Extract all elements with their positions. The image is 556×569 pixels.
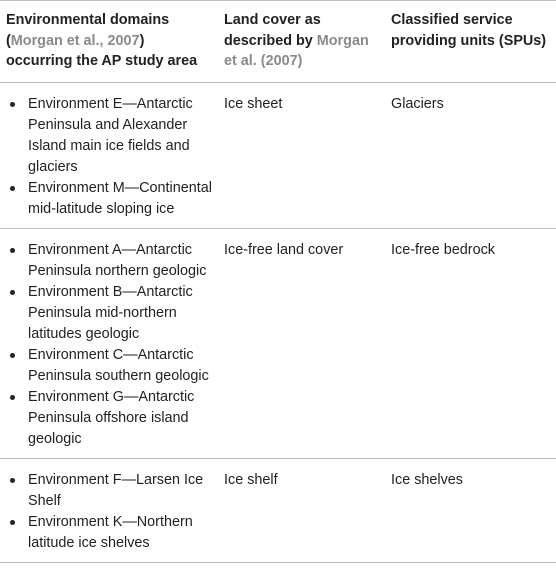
land-cover-cell: Ice shelf <box>218 458 385 562</box>
environments-cell <box>0 82 218 228</box>
spu-cell: Ice shelves <box>385 458 556 562</box>
environment-item: Environment C—Antarctic Peninsula southern geologic <box>6 345 214 387</box>
spu-cell: Ice-free bedrock <box>385 228 556 458</box>
header-row <box>0 1 556 83</box>
citation-link[interactable]: Morgan et al., 2007 <box>10 32 140 49</box>
land-cover-cell: Ice sheet <box>218 82 385 228</box>
environment-list <box>6 94 214 220</box>
header-spus <box>385 1 556 83</box>
spu-cell: Glaciers <box>385 82 556 228</box>
table-row <box>0 228 556 458</box>
header-text: Environmental domains ( <box>6 12 170 49</box>
environment-item: Environment K—Northern latitude ice shelves <box>6 512 214 554</box>
environment-list <box>6 470 214 554</box>
environments-cell <box>0 228 218 458</box>
table-header <box>0 1 556 83</box>
environment-item: Environment E—Antarctic Peninsula and Alexander Island main ice fields and glaciers <box>6 94 214 178</box>
land-cover-cell: Ice-free land cover <box>218 228 385 458</box>
environment-item: Environment A—Antarctic Peninsula northern geologic <box>6 240 214 282</box>
environment-item: Environment M—Continental mid-latitude sloping ice <box>6 178 214 220</box>
header-text: ) occurring the AP study area <box>6 32 198 69</box>
header-land-cover <box>218 1 385 83</box>
header-environmental-domains <box>0 1 218 83</box>
environments-cell <box>0 458 218 562</box>
table-body <box>0 82 556 562</box>
table-row <box>0 82 556 228</box>
environment-item: Environment G—Antarctic Peninsula offshore island geologic <box>6 387 214 450</box>
citation-link[interactable]: Morgan et al. (2007) <box>224 32 369 69</box>
header-text: Land cover as described by <box>224 12 321 49</box>
environment-list <box>6 240 214 450</box>
environment-item: Environment B—Antarctic Peninsula mid-northern latitudes geologic <box>6 282 214 345</box>
header-text: Classified service providing units (SPUs) <box>391 12 547 49</box>
table-row <box>0 458 556 562</box>
environment-item: Environment F—Larsen Ice Shelf <box>6 470 214 512</box>
